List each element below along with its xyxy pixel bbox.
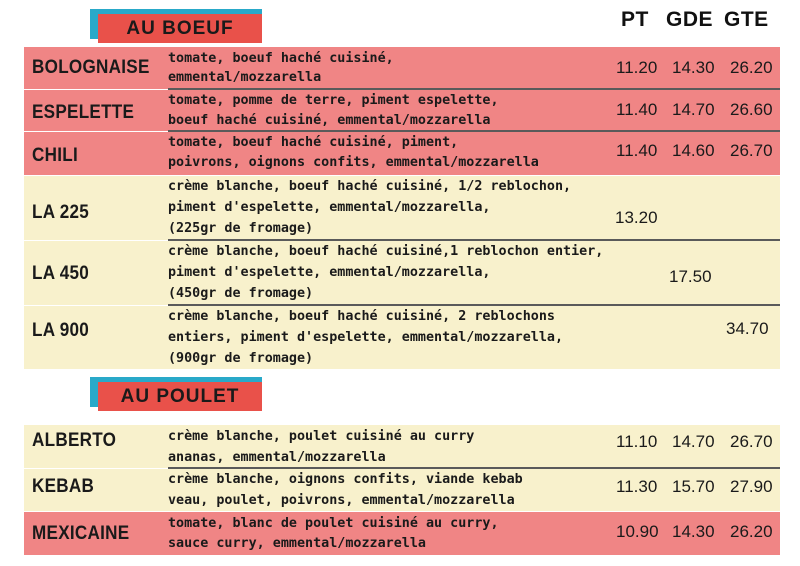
price-gde: 17.50 (669, 267, 712, 286)
price-gde: 15.70 (672, 477, 715, 496)
price-pt: 10.90 (616, 522, 659, 541)
section-title-boeuf: AU BOEUF (98, 14, 262, 43)
item-desc-line-1: tomate, boeuf haché cuisiné, piment, (168, 135, 459, 150)
price-gde: 14.30 (672, 58, 715, 77)
price-gte: 26.60 (730, 100, 773, 119)
price-gte: 26.70 (730, 432, 773, 451)
item-desc-line-1: tomate, blanc de poulet cuisiné au curry, (168, 516, 499, 531)
menu-section-poulet (24, 425, 780, 555)
price-gde: 14.30 (672, 522, 715, 541)
item-name: LA 450 (32, 263, 90, 284)
item-desc-line-1: tomate, boeuf haché cuisiné, (168, 51, 394, 66)
menu-item-espelette (24, 90, 780, 131)
item-desc-line-1: tomate, pomme de terre, piment espelette, (168, 93, 499, 108)
item-desc-line-2: sauce curry, emmental/mozzarella (168, 536, 426, 551)
price-pt: 11.20 (616, 58, 658, 77)
price-pt: 13.20 (615, 208, 658, 227)
item-name: CHILI (32, 145, 78, 166)
menu-section-boeuf (24, 47, 780, 369)
item-desc-line-3: (450gr de fromage) (168, 286, 314, 301)
item-desc-line-1: crème blanche, poulet cuisiné au curry (168, 429, 475, 444)
item-desc-line-1: crème blanche, boeuf haché cuisiné, 2 reblochons (168, 309, 555, 324)
price-gde: 14.70 (672, 100, 715, 119)
column-header-pt: PT (621, 8, 649, 31)
menu-item-la-450 (24, 241, 780, 305)
section-banner-poulet (90, 377, 270, 407)
column-header-gde: GDE (666, 8, 714, 31)
menu-item-chili (24, 132, 780, 175)
item-desc-line-3: (225gr de fromage) (168, 221, 314, 236)
item-desc-line-1: crème blanche, boeuf haché cuisiné, 1/2 reblochon, (168, 179, 572, 194)
menu-item-kebab (24, 469, 780, 511)
menu-item-la-900 (24, 306, 780, 369)
price-gte: 27.90 (730, 477, 773, 496)
price-pt: 11.30 (616, 477, 658, 496)
item-desc-line-2: piment d'espelette, emmental/mozzarella, (168, 200, 491, 215)
menu-item-alberto (24, 425, 780, 468)
item-desc-line-2: piment d'espelette, emmental/mozzarella, (168, 265, 491, 280)
price-gte: 26.20 (730, 58, 773, 77)
section-banner-boeuf (90, 9, 270, 39)
section-title-poulet: AU POULET (98, 382, 262, 411)
menu-item-mexicaine (24, 512, 780, 555)
item-desc-line-2: boeuf haché cuisiné, emmental/mozzarella (168, 113, 491, 128)
menu-item-bolognaise (24, 47, 780, 89)
item-name: KEBAB (32, 476, 95, 497)
price-gte: 26.20 (730, 522, 773, 541)
item-name: LA 225 (32, 202, 90, 223)
item-name: BOLOGNAISE (32, 57, 150, 78)
column-header-gte: GTE (724, 8, 769, 31)
item-desc-line-2: entiers, piment d'espelette, emmental/mozzarella, (168, 330, 564, 345)
item-desc-line-3: (900gr de fromage) (168, 351, 314, 366)
price-gde: 14.70 (672, 432, 715, 451)
item-desc-line-2: poivrons, oignons confits, emmental/mozzarella (168, 155, 539, 170)
menu-item-la-225 (24, 176, 780, 240)
item-name: ALBERTO (32, 430, 117, 451)
price-gte: 26.70 (730, 141, 773, 160)
item-name: ESPELETTE (32, 102, 135, 123)
item-name: LA 900 (32, 320, 90, 341)
item-desc-line-2: ananas, emmental/mozzarella (168, 450, 386, 465)
item-name: MEXICAINE (32, 523, 130, 544)
item-desc-line-1: crème blanche, oignons confits, viande kebab (168, 472, 523, 487)
price-gte: 34.70 (726, 319, 769, 338)
price-gde: 14.60 (672, 141, 715, 160)
price-pt: 11.40 (616, 141, 658, 160)
price-pt: 11.10 (616, 432, 658, 451)
item-desc-line-1: crème blanche, boeuf haché cuisiné,1 reblochon entier, (168, 244, 604, 259)
item-desc-line-2: emmental/mozzarella (168, 70, 322, 85)
price-pt: 11.40 (616, 100, 658, 119)
item-desc-line-2: veau, poulet, poivrons, emmental/mozzarella (168, 493, 515, 508)
